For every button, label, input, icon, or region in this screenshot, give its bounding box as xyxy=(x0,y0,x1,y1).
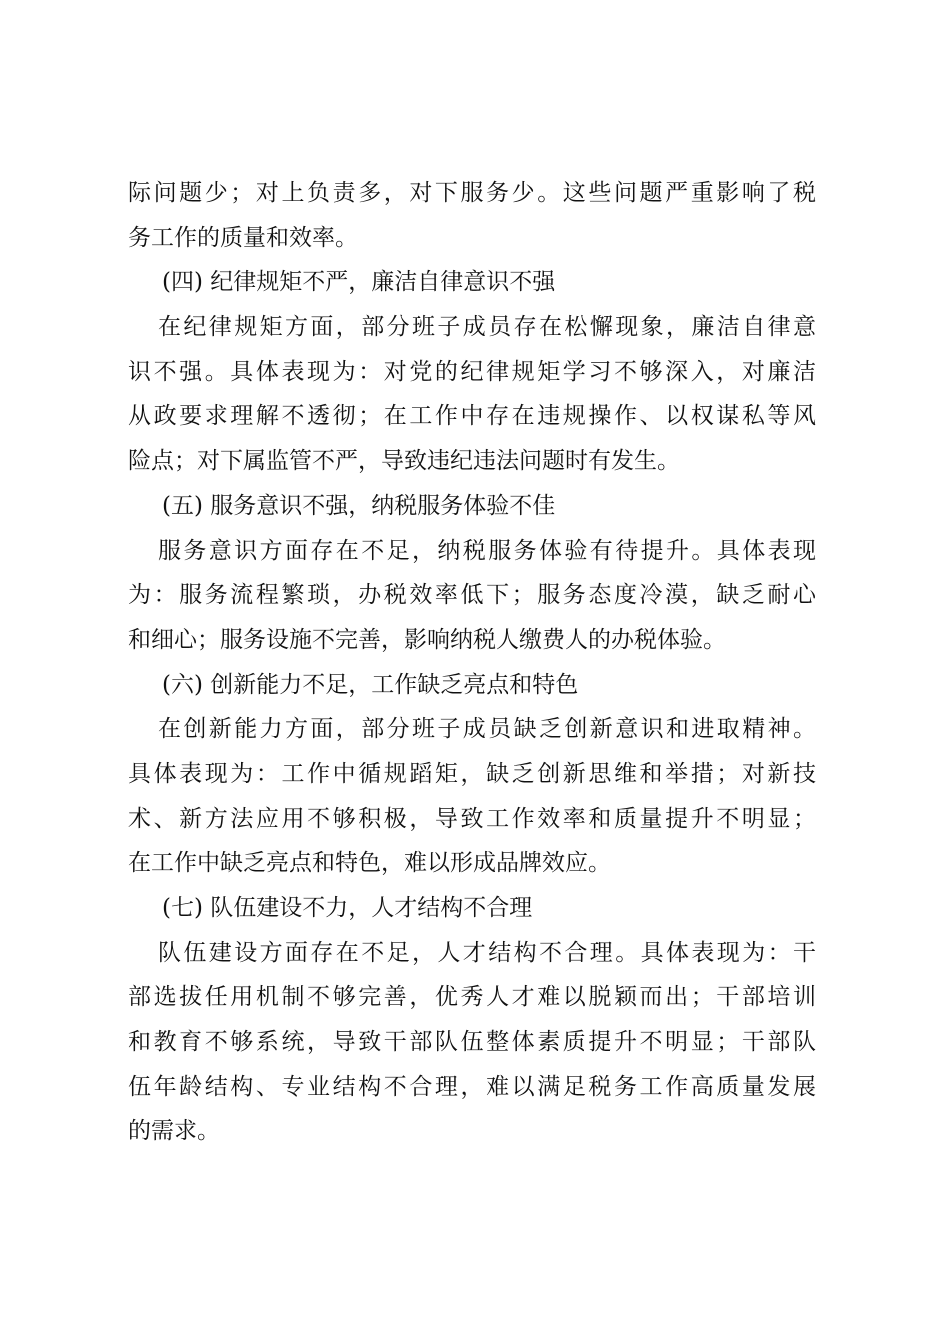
text-line: 际问题少；对上负责多，对下服务少。这些问题严重影响了税 xyxy=(128,180,816,206)
text-line: 服务意识方面存在不足，纳税服务体验有待提升。具体表现 xyxy=(158,537,816,564)
text-line: 为：服务流程繁琐，办税效率低下；服务态度冷漠，缺乏耐心 xyxy=(128,582,816,609)
text-line: 务工作的质量和效率。 xyxy=(128,224,358,251)
text-line: 和教育不够系统，导致干部队伍整体素质提升不明显；干部队 xyxy=(128,1029,816,1056)
section-heading: (六) 创新能力不足，工作缺乏亮点和特色 xyxy=(162,671,579,698)
text-line: 在创新能力方面，部分班子成员缺乏创新意识和进取精神。 xyxy=(158,716,816,743)
text-line: 队伍建设方面存在不足，人才结构不合理。具体表现为：干 xyxy=(158,939,816,966)
section-heading: (七) 队伍建设不力，人才结构不合理 xyxy=(162,895,533,921)
paragraph xyxy=(128,171,816,260)
text-line: 在工作中缺乏亮点和特色，难以形成品牌效应。 xyxy=(128,850,611,877)
paragraph xyxy=(128,529,816,663)
text-line: 识不强。具体表现为：对党的纪律规矩学习不够深入，对廉洁 xyxy=(128,358,816,385)
text-line: 伍年龄结构、专业结构不合理，难以满足税务工作高质量发展 xyxy=(128,1073,816,1100)
text-line: 在纪律规矩方面，部分班子成员存在松懈现象，廉洁自律意 xyxy=(158,314,816,341)
text-line: 部选拔任用机制不够完善，优秀人才难以脱颖而出；干部培训 xyxy=(128,984,816,1011)
paragraph xyxy=(128,707,816,886)
text-line: 术、新方法应用不够积极，导致工作效率和质量提升不明显； xyxy=(128,805,816,832)
section-heading: (四) 纪律规矩不严，廉洁自律意识不强 xyxy=(162,269,556,296)
text-line: 的需求。 xyxy=(128,1118,220,1145)
document-body xyxy=(128,171,816,1154)
text-line: 和细心；服务设施不完善，影响纳税人缴费人的办税体验。 xyxy=(128,626,726,653)
paragraph xyxy=(128,931,816,1154)
paragraph xyxy=(128,305,816,484)
text-line: 从政要求理解不透彻；在工作中存在违规操作、以权谋私等风 xyxy=(128,403,816,430)
text-line: 险点；对下属监管不严，导致违纪违法问题时有发生。 xyxy=(128,448,680,475)
text-line: 具体表现为：工作中循规蹈矩，缺乏创新思维和举措；对新技 xyxy=(128,760,816,787)
section-heading: (五) 服务意识不强，纳税服务体验不佳 xyxy=(162,492,556,519)
